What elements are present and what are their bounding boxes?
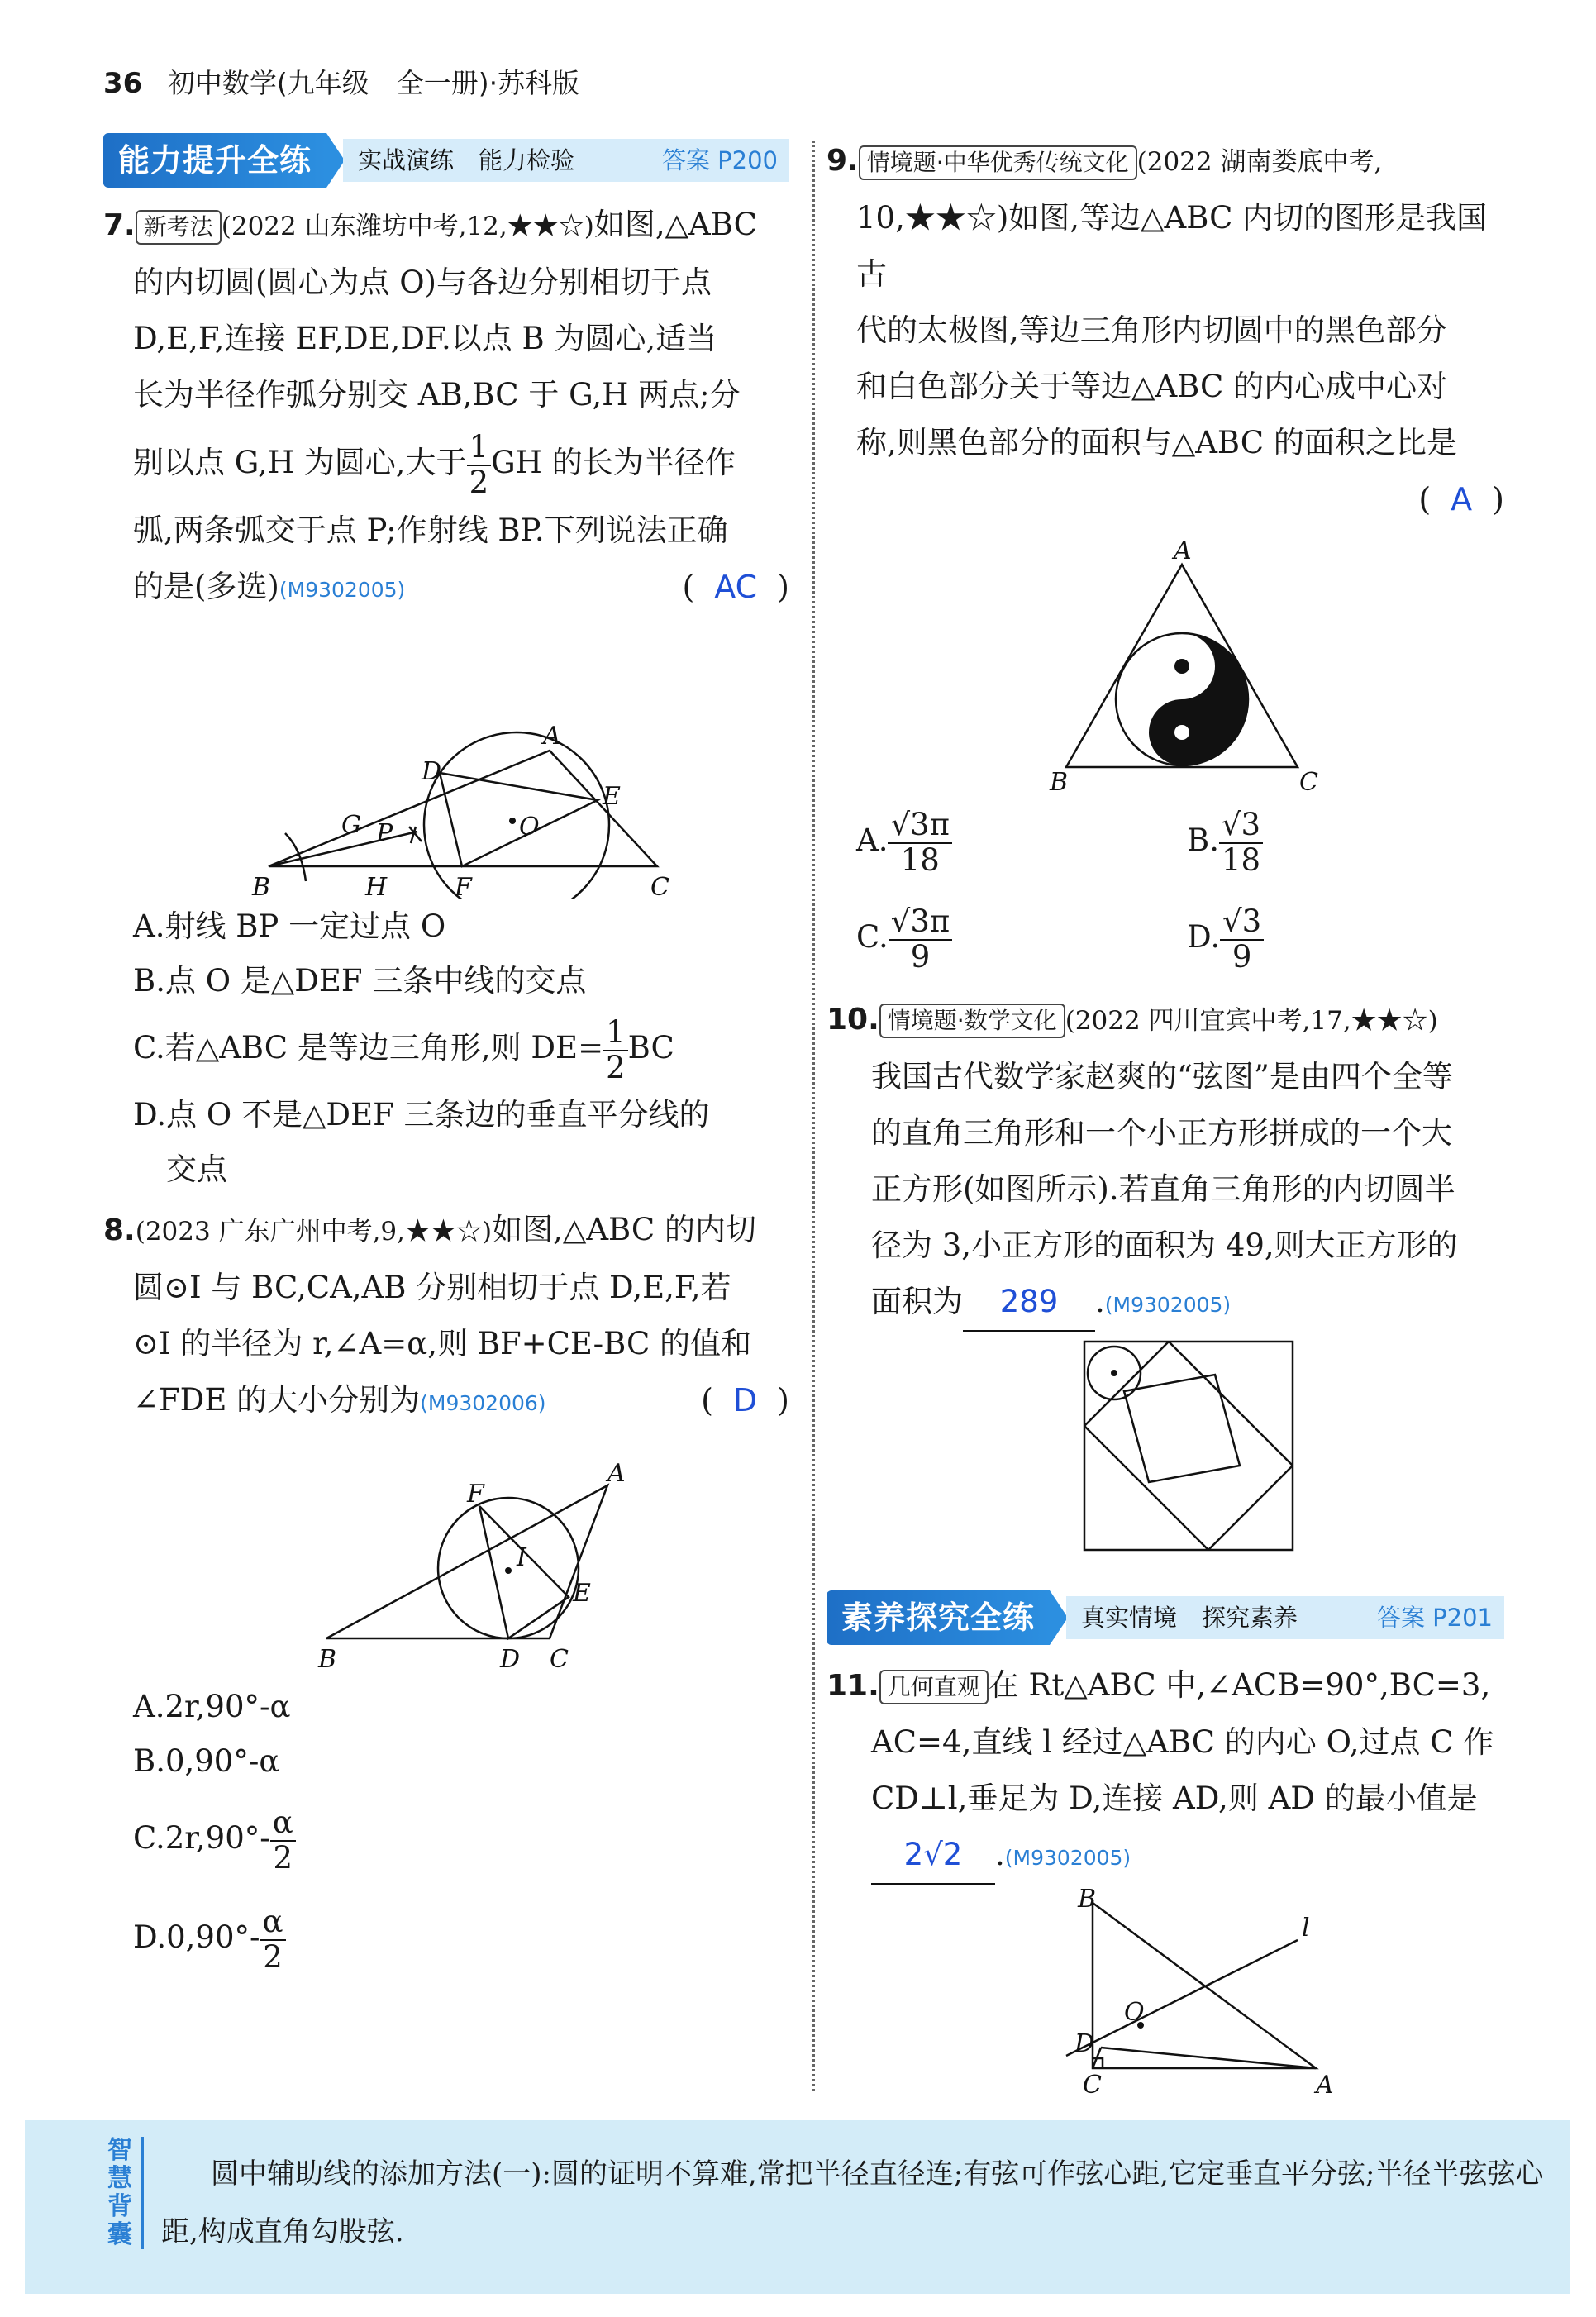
question-source: (2022 四川宜宾中考,17,★★☆): [1065, 1005, 1438, 1036]
wisdom-tip-label: 智慧背囊: [107, 2137, 144, 2249]
question-10: 10. 情境题·数学文化 (2022 四川宜宾中考,17,★★☆) 我国古代数学家赵爽的“弦图”是由四个全等 的直角三角形和一个小正方形拼成的一个大 正方形(如图所示).若直角三角形的内切圆半 径为 3,小正方形的面积为 49,则大正方形的 面积为 289 .(M9302005): [827, 991, 1504, 1333]
triangle-abc: [269, 751, 657, 866]
q7-option-b: B.点 O 是△DEF 三条中线的交点: [133, 963, 587, 999]
question-tag: 情境题·中华优秀传统文化: [859, 145, 1137, 180]
q9-options-row2: [827, 905, 1504, 974]
label-F: F: [455, 873, 472, 899]
line-l: [1066, 1940, 1298, 2056]
q7-option-c: C.若△ABC 是等边三角形,则 DE= $\frac{1}{2}$ BC: [133, 1013, 674, 1085]
answer: AC: [714, 569, 758, 605]
right-triangle-abc: [1093, 1903, 1316, 2068]
question-code: (M9302005): [279, 578, 406, 602]
figure-q9-taiji: [827, 527, 1504, 792]
section-banner-ability: [103, 132, 789, 188]
section-title: 素养探究全练: [827, 1590, 1050, 1645]
question-source: (2022 湖南娄底中考,: [1136, 147, 1383, 177]
answer-page-link[interactable]: 答案 P200: [662, 139, 789, 182]
q8-option-d: D.0,90°- $\frac{\alpha}{2}$: [103, 1888, 789, 1987]
section-subtitle: 真实情境 探究素养: [1066, 1596, 1377, 1639]
q9-option-d: D. $\frac{√3}{9}$: [1187, 905, 1264, 974]
question-7: 7. 新考法 (2022 山东潍坊中考,12,★★☆)如图,△ABC 的内切圆(圆心为点 O)与各边分别相切于点 D,E,F,连接 EF,DE,DF.以点 B 为圆心,适当 长为半径作弧分别交 AB,BC 于 G,H 两点;分 别以点 G,H 为圆心,大于 $\frac{1}{2}$ GH 的长为半径作 弧,两条弧交于点 P;作射线 BP.下列说法正确 的是(多选)(M9302005) ( AC ): [103, 197, 789, 618]
answer: A: [1451, 481, 1473, 517]
question-tag: 几何直观: [879, 1670, 989, 1704]
answer-bracket: ( A ): [1418, 481, 1504, 517]
label-I: I: [517, 1543, 526, 1572]
book-title: 初中数学(九年级 全一册)·苏科版: [167, 67, 580, 99]
label-F: F: [467, 1480, 484, 1509]
label-O: O: [1124, 1997, 1145, 2027]
triangle-def: [479, 1506, 569, 1638]
question-code: (M9302005): [1104, 1292, 1232, 1317]
label-D: D: [500, 1645, 521, 1674]
taiji-dot-black: [1174, 659, 1189, 674]
label-A: A: [1316, 2070, 1334, 2100]
q7-option-d-cont: 交点: [166, 1151, 227, 1187]
q8-option-c: C.2r,90°- $\frac{\alpha}{2}$: [103, 1789, 789, 1888]
q9-option-b: B. $\frac{√3}{18}$: [1187, 808, 1263, 877]
label-D: D: [422, 757, 442, 786]
label-B: B: [318, 1645, 337, 1674]
section-banner-literacy: [827, 1590, 1504, 1646]
question-code: (M9302006): [420, 1391, 546, 1415]
inner-tilted-square: [1124, 1375, 1240, 1482]
label-C: C: [550, 1645, 569, 1674]
q9-options-row1: [827, 808, 1504, 877]
banner-arrow-icon: [326, 133, 345, 188]
q9-option-a: A. $\frac{√3\pi}{18}$: [856, 808, 1187, 877]
figure-q10-xiantu: [827, 1333, 1504, 1557]
section-subtitle: 实战演练 能力检验: [343, 139, 662, 182]
label-E: E: [603, 782, 621, 811]
answer: D: [732, 1382, 758, 1418]
column-divider: [812, 141, 815, 2091]
question-code: (M9302005): [1004, 1845, 1131, 1870]
answer-blank: 2√2: [871, 1827, 995, 1885]
question-11: 11. 几何直观 在 Rt△ABC 中,∠ACB=90°,BC=3, AC=4,直线 l 经过△ABC 的内心 O,过点 C 作 CD⊥l,垂足为 D,连接 AD,则 AD 的最小值是 2√2 .(M9302005): [827, 1657, 1504, 1886]
label-B: B: [1078, 1886, 1097, 1914]
question-tag: 情境题·数学文化: [879, 1004, 1065, 1038]
label-E: E: [573, 1579, 591, 1608]
q9-option-c: C. $\frac{√3\pi}{9}$: [856, 905, 1187, 974]
answer-blank: 289: [963, 1274, 1095, 1332]
q8-option-a: A.2r,90°-α: [133, 1689, 291, 1724]
label-P: P: [376, 819, 393, 848]
label-C: C: [1083, 2070, 1102, 2100]
q8-option-b: B.0,90°-α: [133, 1743, 280, 1779]
q7-option-d: D.点 O 不是△DEF 三条边的垂直平分线的: [133, 1097, 710, 1132]
page-number: 36: [103, 67, 143, 100]
label-A: A: [543, 722, 561, 751]
answer-bracket: ( D ): [701, 1382, 789, 1418]
left-column: [103, 132, 789, 2100]
label-D: D: [1074, 2029, 1095, 2058]
taiji-dot-white: [1174, 725, 1189, 740]
section-title: 能力提升全练: [103, 133, 326, 188]
question-source: (2023 广东广州中考,9,★★☆): [135, 1217, 493, 1247]
label-C: C: [650, 873, 669, 899]
label-G: G: [341, 811, 361, 840]
answer-bracket: ( AC ): [682, 569, 789, 605]
question-tag: 新考法: [136, 210, 222, 245]
fraction: $\frac{1}{2}$: [467, 431, 492, 499]
figure-q11: [827, 1886, 1504, 2101]
label-B: B: [252, 873, 271, 899]
incircle: [424, 732, 609, 899]
question-9: 9. 情境题·中华优秀传统文化 (2022 湖南娄底中考, 10,★★☆)如图,等边△ABC 内切的图形是我国古 代的太极图,等边三角形内切圆中的黑色部分 和白色部分关于等边△ABC 的内心成中心对 称,则黑色部分的面积与△ABC 的面积之比是 ( A ): [827, 132, 1504, 527]
right-column: [827, 132, 1504, 2100]
figure-q8: [103, 1432, 789, 1680]
label-O: O: [519, 813, 540, 841]
label-C: C: [1299, 768, 1318, 792]
label-B: B: [1050, 768, 1069, 792]
q7-option-a: A.射线 BP 一定过点 O: [133, 908, 446, 944]
banner-arrow-icon: [1050, 1590, 1068, 1645]
wisdom-tip-text: 圆中辅助线的添加方法(一):圆的证明不算难,常把半径直径连;有弦可作弦心距,它定垂直平分弦;半径半弦弦心距,构成直角勾股弦.: [161, 2157, 1544, 2248]
question-source: (2022 山东潍坊中考,12,★★☆): [221, 212, 594, 241]
label-A: A: [1174, 536, 1192, 565]
answer-page-link[interactable]: 答案 P201: [1377, 1596, 1504, 1639]
label-A: A: [607, 1459, 626, 1488]
question-8: 8.(2023 广东广州中考,9,★★☆)如图,△ABC 的内切 圆⊙I 与 BC,CA,AB 分别相切于点 D,E,F,若 ⊙I 的半径为 r,∠A=α,则 BF+CE-BC 的值和 ∠FDE 的大小分别为(M9302006) ( D ): [103, 1202, 789, 1432]
label-H: H: [365, 873, 388, 899]
page-header: [103, 62, 579, 101]
wisdom-tip-box: [25, 2120, 1570, 2294]
figure-q7: [103, 618, 789, 899]
label-l: l: [1302, 1913, 1310, 1943]
